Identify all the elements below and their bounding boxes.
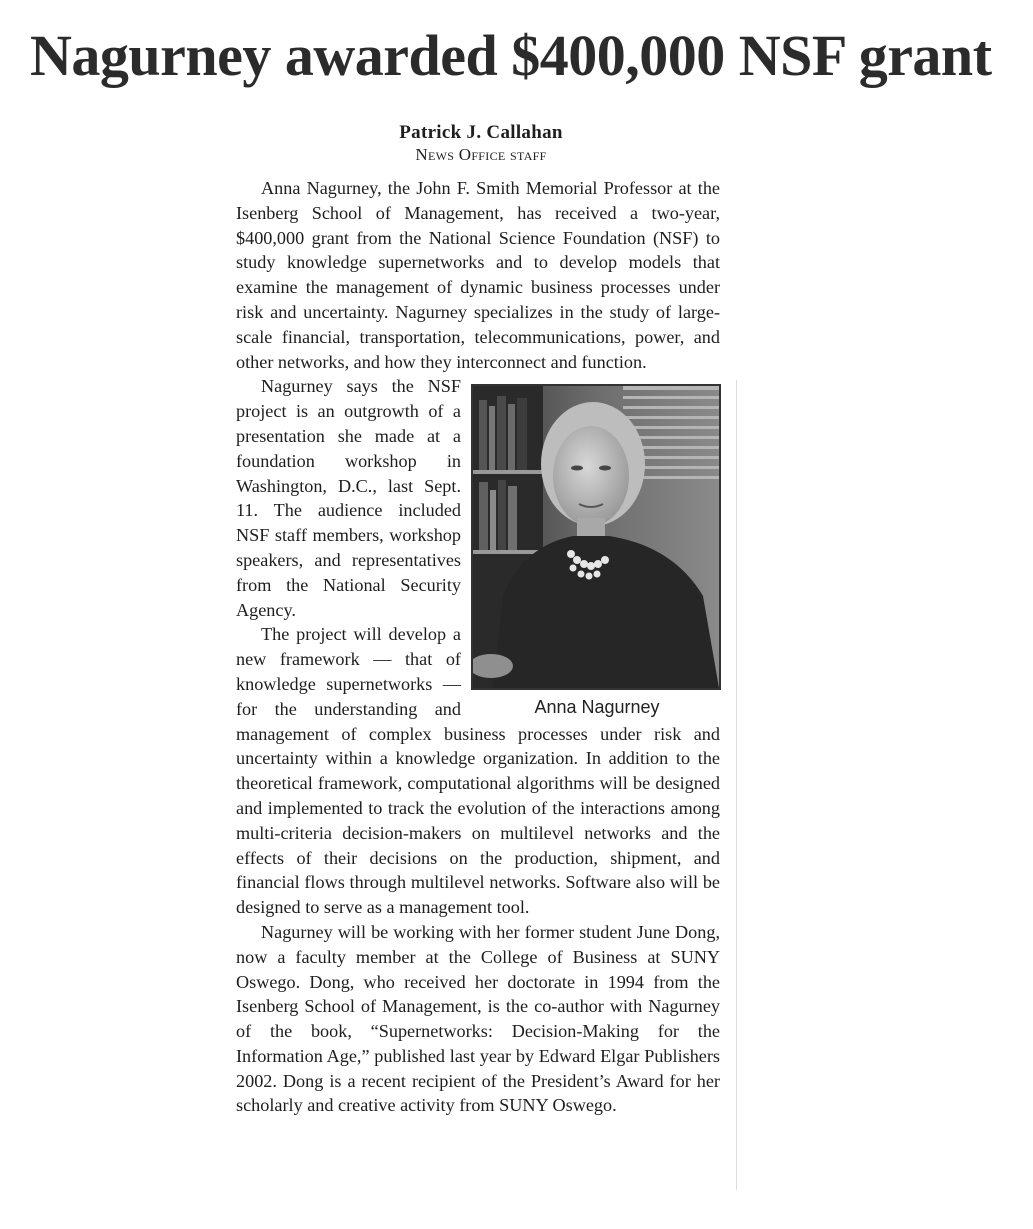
portrait-photo	[471, 384, 721, 690]
byline-staff: News Office staff	[415, 145, 547, 164]
byline	[236, 121, 726, 165]
paragraph-3: The project will develop a new framework — that of knowledge supernetworks — for the understanding and management of complex business processes under risk and uncertainty within a knowledge organization. In addition to the theoretical framework, computational algorithms will be designed and implemented to track the evolution of the interactions among multi-criteria decision-makers on multilevel networks and the effects of their decisions on the production, shipment, and financial flows through multilevel networks. Software also will be designed to serve as a management tool.	[236, 624, 720, 918]
paragraph-4: Nagurney will be working with her former student June Dong, now a faculty member at the College of Business at SUNY Oswego. Dong, who received her doctorate in 1994 from the Isenberg School of Management, is the co-author with Nagurney of the book, “Supernetworks: Decision-Making for the Information Age,” published last year by Edward Elgar Publishers 2002. Dong is a recent recipient of the President’s Award for her scholarly and creative activity from SUNY Oswego.	[236, 921, 720, 1116]
photo-figure	[471, 384, 723, 718]
headline: Nagurney awarded $400,000 NSF grant	[30, 23, 992, 88]
paragraph-1: Anna Nagurney, the John F. Smith Memorial Professor at the Isenberg School of Management, has received a two-year, $400,000 grant from the National Science Foundation (NSF) to study knowledge supernetworks and to develop models that examine the management of dynamic business processes under risk and uncertainty. Nagurney specializes in the study of large-scale financial, transportation, telecommunications, power, and other networks, and how they interconnect and function.	[236, 178, 720, 372]
paragraph-2: Nagurney says the NSF project is an outgrowth of a presentation she made at a foundation workshop in Washington, D.C., last Sept. 11. The audience included NSF staff members, workshop speakers, and representatives from the National Security Agency.	[236, 376, 461, 620]
photo-caption: Anna Nagurney	[534, 697, 660, 718]
byline-author: Patrick J. Callahan	[399, 122, 563, 143]
article-body	[236, 176, 720, 1118]
column-rule	[736, 380, 737, 1190]
